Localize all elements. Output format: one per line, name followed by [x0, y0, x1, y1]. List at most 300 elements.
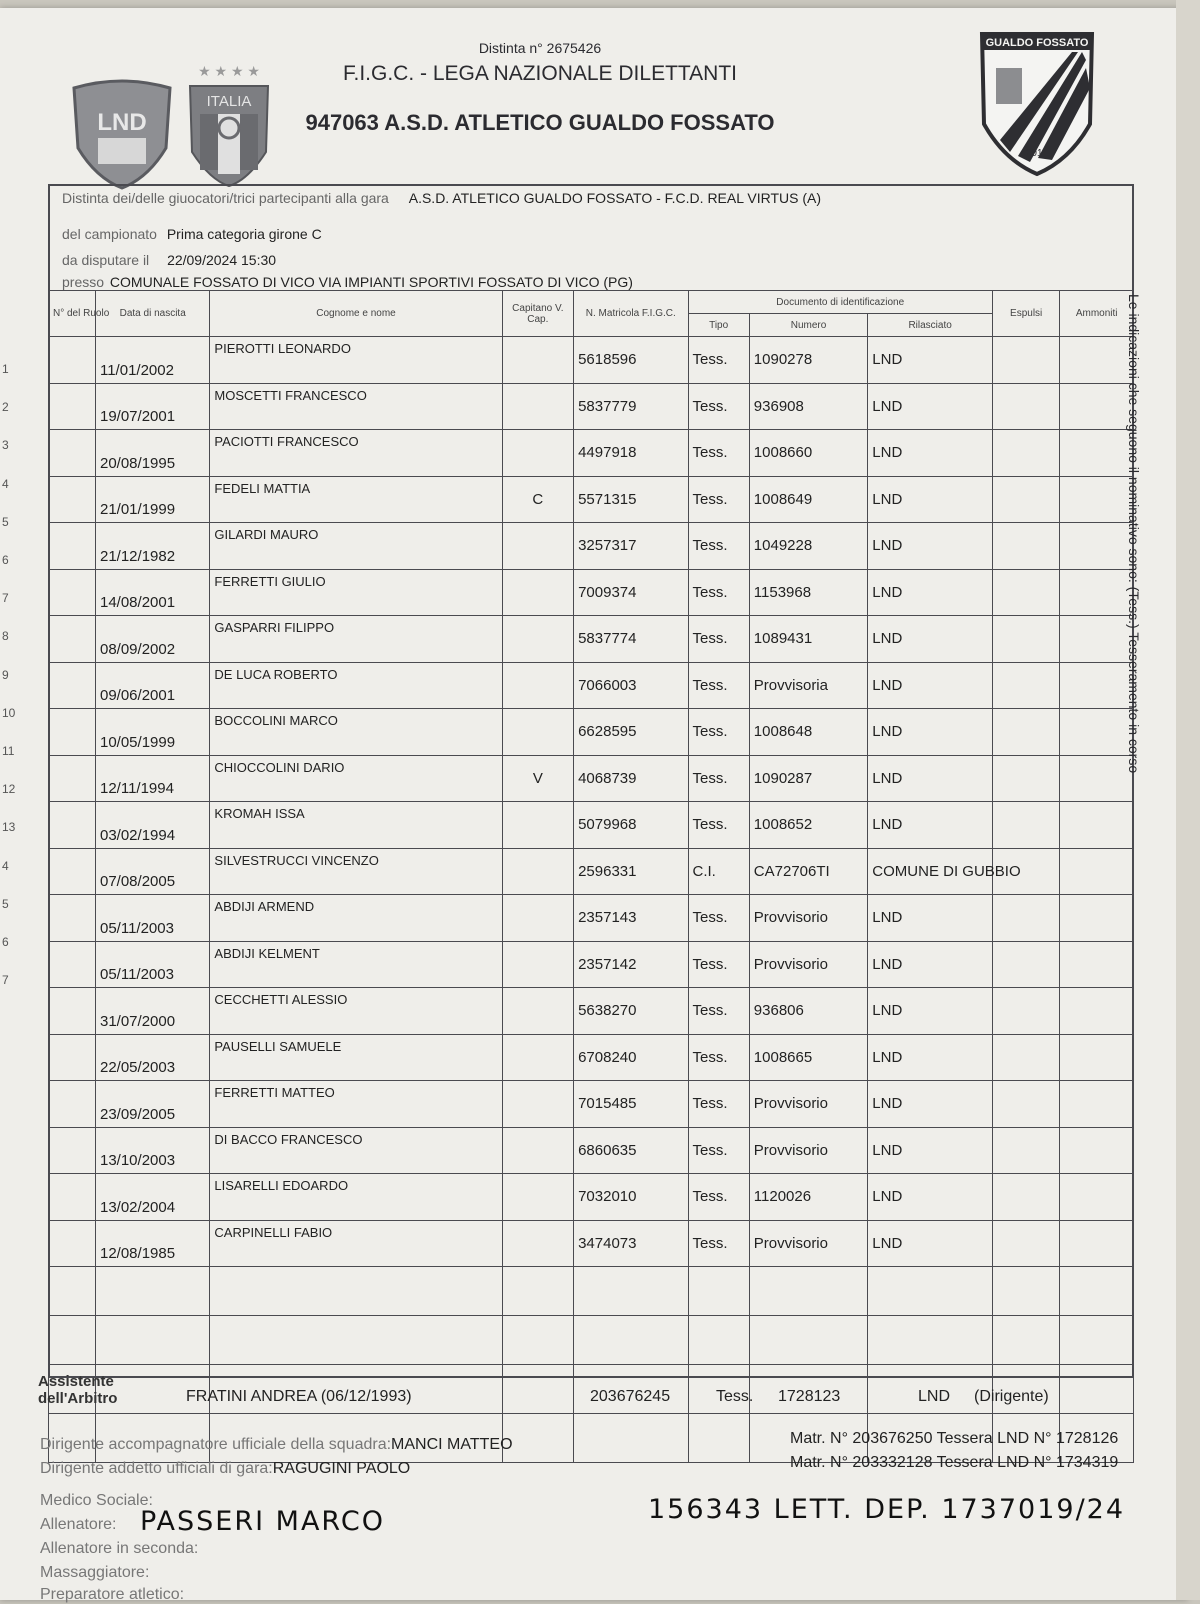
doc-number-cell: 1049228 — [749, 523, 868, 570]
staff-dirigente — [40, 1436, 513, 1454]
roster-table — [48, 290, 1134, 1463]
row-number: 4 — [2, 476, 9, 491]
birth-cell: 13/10/2003 — [95, 1127, 209, 1174]
doc-type-cell: Tess. — [688, 1081, 749, 1128]
name-cell: MOSCETTI FRANCESCO — [210, 383, 502, 430]
expelled-cell — [992, 709, 1059, 756]
matricola-cell: 7066003 — [574, 662, 688, 709]
row-number: 13 — [2, 820, 16, 835]
doc-type-cell: Tess. — [688, 476, 749, 523]
birth-cell: 11/01/2002 — [95, 337, 209, 384]
doc-type-cell: Tess. — [688, 523, 749, 570]
role-cell — [49, 430, 96, 477]
row-number: 8 — [2, 629, 9, 644]
header-number: Numero — [749, 314, 868, 337]
doc-number-cell: Provvisoria — [749, 662, 868, 709]
table-row — [49, 1127, 1134, 1174]
staff-massaggiatore — [40, 1564, 149, 1582]
row-number: 6 — [2, 553, 9, 567]
name-cell: DI BACCO FRANCESCO — [210, 1127, 502, 1174]
name-cell: ABDIJI KELMENT — [210, 941, 502, 988]
role-cell — [49, 1174, 96, 1221]
table-row — [49, 337, 1134, 384]
empty-cell — [868, 1316, 993, 1365]
header-document: Documento di identificazione — [688, 291, 992, 314]
header-matricola: N. Matricola F.I.G.C. — [574, 291, 688, 337]
role-cell — [49, 1081, 96, 1128]
doc-issued-cell: LND — [868, 1174, 993, 1221]
birth-cell: 14/08/2001 — [95, 569, 209, 616]
name-cell: GILARDI MAURO — [210, 523, 502, 570]
row-number: 4 — [2, 858, 9, 873]
matricola-cell: 3257317 — [574, 523, 688, 570]
doc-number-cell: 1008652 — [749, 802, 868, 849]
dirigente-matricola: Matr. N° 203676250 Tessera LND N° 1728126 — [790, 1430, 1119, 1447]
row-number: 2 — [2, 400, 9, 415]
doc-issued-cell: LND — [868, 755, 993, 802]
expelled-cell — [992, 1127, 1059, 1174]
expelled-cell — [992, 1081, 1059, 1128]
doc-issued-cell: LND — [868, 1034, 993, 1081]
header-issued: Rilasciato — [868, 314, 993, 337]
name-cell: PIEROTTI LEONARDO — [210, 337, 502, 384]
addetto-value: RAGUGINI PAOLO — [272, 1460, 411, 1477]
assistant-label — [38, 1374, 117, 1410]
seconda-label: Allenatore in seconda: — [40, 1540, 199, 1557]
name-cell: FERRETTI GIULIO — [210, 569, 502, 616]
birth-cell: 05/11/2003 — [95, 895, 209, 942]
doc-issued-cell: LND — [868, 988, 993, 1035]
name-cell: GASPARRI FILIPPO — [210, 616, 502, 663]
doc-issued-cell: LND — [868, 895, 993, 942]
doc-type-cell: Tess. — [688, 1174, 749, 1221]
paper-edge — [1176, 0, 1200, 1600]
captain-cell: C — [502, 476, 574, 523]
birth-cell: 31/07/2000 — [95, 988, 209, 1035]
doc-type-cell: Tess. — [688, 755, 749, 802]
warned-cell — [1060, 802, 1134, 849]
matricola-cell: 5837774 — [574, 616, 688, 663]
italia-logo-text: ITALIA — [206, 93, 252, 110]
header-warned: Ammoniti — [1060, 291, 1134, 337]
empty-table-row — [49, 1316, 1134, 1365]
birth-cell: 20/08/1995 — [95, 430, 209, 477]
row-number: 5 — [2, 514, 9, 529]
doc-number-cell: 1120026 — [749, 1174, 868, 1221]
doc-type-cell: Tess. — [688, 709, 749, 756]
table-row — [49, 569, 1134, 616]
captain-cell — [502, 430, 574, 477]
header-role: N° del Ruolo — [49, 291, 96, 337]
staff-preparatore — [40, 1586, 184, 1604]
table-row — [49, 1081, 1134, 1128]
venue-value: COMUNALE FOSSATO DI VICO VIA IMPIANTI SPORTIVI FOSSATO DI VICO (PG) — [109, 274, 633, 290]
matricola-cell: 2357142 — [574, 941, 688, 988]
expelled-cell — [992, 476, 1059, 523]
assistant-issued: LND — [918, 1388, 951, 1405]
expelled-cell — [992, 662, 1059, 709]
matricola-cell: 2596331 — [574, 848, 688, 895]
table-row — [49, 941, 1134, 988]
doc-issued-cell: LND — [868, 1081, 993, 1128]
club-logo — [978, 28, 1096, 178]
empty-cell — [502, 1414, 574, 1463]
expelled-cell — [992, 1034, 1059, 1081]
name-cell: LISARELLI EDOARDO — [210, 1174, 502, 1221]
matricola-cell: 4497918 — [574, 430, 688, 477]
matricola-cell: 6708240 — [574, 1034, 688, 1081]
birth-cell: 21/01/1999 — [95, 476, 209, 523]
role-cell — [49, 662, 96, 709]
doc-issued-cell: LND — [868, 941, 993, 988]
doc-number-cell: Provvisorio — [749, 941, 868, 988]
assistant-label-line2: dell'Arbitro — [38, 1390, 118, 1407]
empty-cell — [574, 1267, 688, 1316]
staff-seconda — [40, 1540, 198, 1558]
doc-number-cell: 1090287 — [749, 755, 868, 802]
warned-cell — [1060, 1220, 1134, 1267]
expelled-cell — [992, 755, 1059, 802]
empty-cell — [502, 1316, 574, 1365]
name-cell: SILVESTRUCCI VINCENZO — [210, 848, 502, 895]
name-cell: DE LUCA ROBERTO — [210, 662, 502, 709]
matricola-cell: 3474073 — [574, 1220, 688, 1267]
championship-label: del campionato — [62, 226, 157, 242]
staff-addetto — [40, 1460, 410, 1478]
empty-cell — [49, 1316, 96, 1365]
assistant-role: (Dirigente) — [974, 1388, 1049, 1405]
captain-cell — [502, 662, 574, 709]
role-cell — [49, 941, 96, 988]
captain-cell — [502, 1034, 574, 1081]
name-cell: PACIOTTI FRANCESCO — [210, 430, 502, 477]
doc-number-cell: Provvisorio — [749, 895, 868, 942]
side-note: Le indicazioni che seguono il nominativo sono: (Tess.) Tesseramento in corso — [1126, 294, 1142, 774]
doc-type-cell: Tess. — [688, 988, 749, 1035]
warned-cell — [1060, 1034, 1134, 1081]
role-cell — [49, 709, 96, 756]
role-cell — [49, 848, 96, 895]
empty-cell — [210, 1316, 502, 1365]
assistant-number: 1728123 — [778, 1388, 841, 1405]
doc-issued-cell: LND — [868, 430, 993, 477]
medico-label: Medico Sociale: — [40, 1492, 153, 1509]
doc-type-cell: Tess. — [688, 337, 749, 384]
assistant-row — [30, 1374, 1180, 1410]
captain-cell — [502, 895, 574, 942]
doc-issued-cell: LND — [868, 569, 993, 616]
role-cell — [49, 895, 96, 942]
date-label: da disputare il — [62, 252, 150, 268]
captain-cell — [502, 569, 574, 616]
captain-cell — [502, 1220, 574, 1267]
doc-type-cell: Tess. — [688, 662, 749, 709]
date-value: 22/09/2024 15:30 — [167, 252, 277, 268]
expelled-cell — [992, 895, 1059, 942]
table-row — [49, 383, 1134, 430]
name-cell: FEDELI MATTIA — [210, 476, 502, 523]
captain-cell — [502, 337, 574, 384]
birth-cell: 23/09/2005 — [95, 1081, 209, 1128]
dirigente-value: MANCI MATTEO — [391, 1436, 513, 1453]
header-captain: Capitano V. Cap. — [502, 291, 574, 337]
club-logo-text: GUALDO FOSSATO — [985, 37, 1089, 49]
table-row — [49, 662, 1134, 709]
name-cell: BOCCOLINI MARCO — [210, 709, 502, 756]
doc-type-cell: Tess. — [688, 1034, 749, 1081]
name-cell: PAUSELLI SAMUELE — [210, 1034, 502, 1081]
captain-cell — [502, 941, 574, 988]
dirigente-label: Dirigente accompagnatore ufficiale della squadra: — [40, 1436, 392, 1453]
role-cell — [49, 755, 96, 802]
doc-number-cell: 1090278 — [749, 337, 868, 384]
doc-issued-cell: LND — [868, 383, 993, 430]
table-row — [49, 523, 1134, 570]
allenatore-label: Allenatore: — [40, 1516, 117, 1533]
empty-cell — [749, 1267, 868, 1316]
matricola-cell: 5837779 — [574, 383, 688, 430]
doc-issued-cell: LND — [868, 802, 993, 849]
match-value: A.S.D. ATLETICO GUALDO FOSSATO - F.C.D. REAL VIRTUS (A) — [408, 190, 822, 206]
birth-cell: 12/08/1985 — [95, 1220, 209, 1267]
captain-cell — [502, 523, 574, 570]
empty-cell — [688, 1267, 749, 1316]
name-cell: CECCHETTI ALESSIO — [210, 988, 502, 1035]
row-number: 10 — [2, 705, 16, 720]
assistant-type: Tess. — [716, 1388, 754, 1405]
allenatore-handwritten-note: 156343 LETT. DEP. 1737019/24 — [648, 1494, 1126, 1525]
header-birth: Data di nascita — [95, 291, 209, 337]
empty-cell — [49, 1267, 96, 1316]
birth-cell: 10/05/1999 — [95, 709, 209, 756]
doc-issued-cell: LND — [868, 476, 993, 523]
warned-cell — [1060, 895, 1134, 942]
allenatore-handwritten: PASSERI MARCO — [140, 1506, 385, 1537]
table-row — [49, 616, 1134, 663]
birth-cell: 05/11/2003 — [95, 941, 209, 988]
championship-value: Prima categoria girone C — [166, 226, 322, 242]
birth-cell: 03/02/1994 — [95, 802, 209, 849]
doc-type-cell: C.I. — [688, 848, 749, 895]
doc-number-cell: Provvisorio — [749, 1127, 868, 1174]
matricola-cell: 5638270 — [574, 988, 688, 1035]
doc-type-cell: Tess. — [688, 430, 749, 477]
doc-number-cell: 936908 — [749, 383, 868, 430]
empty-cell — [688, 1414, 749, 1463]
header-type: Tipo — [688, 314, 749, 337]
empty-cell — [210, 1267, 502, 1316]
row-number: 1 — [2, 362, 9, 376]
staff-allenatore — [40, 1516, 117, 1534]
captain-cell — [502, 1081, 574, 1128]
warned-cell — [1060, 1081, 1134, 1128]
warned-cell — [1060, 941, 1134, 988]
role-cell — [49, 1127, 96, 1174]
doc-number-cell: 1008660 — [749, 430, 868, 477]
expelled-cell — [992, 988, 1059, 1035]
doc-type-cell: Tess. — [688, 941, 749, 988]
birth-cell: 08/09/2002 — [95, 616, 209, 663]
header-expelled: Espulsi — [992, 291, 1059, 337]
table-row — [49, 1220, 1134, 1267]
captain-cell — [502, 616, 574, 663]
role-cell — [49, 337, 96, 384]
doc-issued-cell: LND — [868, 1127, 993, 1174]
row-number: 7 — [2, 591, 9, 606]
matricola-cell: 4068739 — [574, 755, 688, 802]
empty-cell — [688, 1316, 749, 1365]
table-row — [49, 476, 1134, 523]
doc-issued-cell: COMUNE DI GUBBIO — [868, 848, 993, 895]
empty-cell — [95, 1316, 209, 1365]
captain-cell — [502, 802, 574, 849]
empty-cell — [1060, 1316, 1134, 1365]
captain-cell: V — [502, 755, 574, 802]
distinta-number: Distinta n° 2675426 — [478, 40, 602, 56]
role-cell — [49, 802, 96, 849]
table-row — [49, 1174, 1134, 1221]
birth-cell: 21/12/1982 — [95, 523, 209, 570]
venue-label: presso — [62, 274, 105, 290]
expelled-cell — [992, 569, 1059, 616]
table-row — [49, 988, 1134, 1035]
doc-type-cell: Tess. — [688, 1220, 749, 1267]
preparatore-label: Preparatore atletico: — [40, 1586, 185, 1603]
table-row — [49, 755, 1134, 802]
lnd-logo — [68, 78, 176, 190]
empty-cell — [95, 1267, 209, 1316]
role-cell — [49, 523, 96, 570]
empty-cell — [992, 1267, 1059, 1316]
matricola-cell: 5618596 — [574, 337, 688, 384]
doc-number-cell: 1008649 — [749, 476, 868, 523]
doc-number-cell: 936806 — [749, 988, 868, 1035]
doc-number-cell: 1153968 — [749, 569, 868, 616]
expelled-cell — [992, 1174, 1059, 1221]
expelled-cell — [992, 430, 1059, 477]
svg-text:★ ★ ★ ★: ★ ★ ★ ★ — [198, 63, 260, 79]
doc-type-cell: Tess. — [688, 616, 749, 663]
expelled-cell — [992, 1220, 1059, 1267]
doc-issued-cell: LND — [868, 1220, 993, 1267]
name-cell: ABDIJI ARMEND — [210, 895, 502, 942]
role-cell — [49, 383, 96, 430]
doc-number-cell: 1008648 — [749, 709, 868, 756]
warned-cell — [1060, 1174, 1134, 1221]
birth-cell: 13/02/2004 — [95, 1174, 209, 1221]
role-cell — [49, 1220, 96, 1267]
doc-issued-cell: LND — [868, 523, 993, 570]
role-cell — [49, 569, 96, 616]
expelled-cell — [992, 616, 1059, 663]
row-number: 12 — [2, 782, 16, 797]
birth-cell: 12/11/1994 — [95, 755, 209, 802]
name-cell: CARPINELLI FABIO — [210, 1220, 502, 1267]
table-header-row — [49, 291, 1134, 314]
table-row — [49, 848, 1134, 895]
championship-line — [62, 226, 322, 242]
doc-number-cell: Provvisorio — [749, 1220, 868, 1267]
doc-number-cell: 1008665 — [749, 1034, 868, 1081]
organization-title: F.I.G.C. - LEGA NAZIONALE DILETTANTI — [342, 62, 738, 85]
row-number: 9 — [2, 667, 9, 682]
doc-number-cell: CA72706TI — [749, 848, 868, 895]
venue-line — [62, 274, 633, 290]
row-number: 6 — [2, 935, 9, 949]
doc-issued-cell: LND — [868, 337, 993, 384]
massaggiatore-label: Massaggiatore: — [40, 1564, 150, 1581]
doc-type-cell: Tess. — [688, 895, 749, 942]
role-cell — [49, 988, 96, 1035]
role-cell — [49, 616, 96, 663]
matricola-cell: 7032010 — [574, 1174, 688, 1221]
empty-cell — [749, 1316, 868, 1365]
doc-issued-cell: LND — [868, 616, 993, 663]
row-number: 7 — [2, 973, 9, 988]
table-row — [49, 895, 1134, 942]
birth-cell: 22/05/2003 — [95, 1034, 209, 1081]
name-cell: FERRETTI MATTEO — [210, 1081, 502, 1128]
table-row — [49, 709, 1134, 756]
table-row — [49, 802, 1134, 849]
captain-cell — [502, 988, 574, 1035]
matricola-cell: 6628595 — [574, 709, 688, 756]
row-number: 3 — [2, 438, 9, 453]
row-number: 5 — [2, 896, 9, 911]
empty-cell — [574, 1316, 688, 1365]
birth-cell: 07/08/2005 — [95, 848, 209, 895]
matricola-cell: 5079968 — [574, 802, 688, 849]
warned-cell — [1060, 848, 1134, 895]
empty-cell — [992, 1316, 1059, 1365]
assistant-label-line1: Assistente — [38, 1373, 114, 1390]
name-cell: KROMAH ISSA — [210, 802, 502, 849]
table-row — [49, 1034, 1134, 1081]
matricola-cell: 6860635 — [574, 1127, 688, 1174]
assistant-name: FRATINI ANDREA (06/12/1993) — [186, 1388, 412, 1405]
empty-cell — [502, 1267, 574, 1316]
matricola-cell: 2357143 — [574, 895, 688, 942]
empty-table-row — [49, 1267, 1134, 1316]
header-name: Cognome e nome — [210, 291, 502, 337]
birth-cell: 09/06/2001 — [95, 662, 209, 709]
captain-cell — [502, 1174, 574, 1221]
name-cell: CHIOCCOLINI DARIO — [210, 755, 502, 802]
doc-type-cell: Tess. — [688, 569, 749, 616]
doc-type-cell: Tess. — [688, 1127, 749, 1174]
expelled-cell — [992, 941, 1059, 988]
captain-cell — [502, 383, 574, 430]
doc-type-cell: Tess. — [688, 802, 749, 849]
expelled-cell — [992, 523, 1059, 570]
role-cell — [49, 1034, 96, 1081]
captain-cell — [502, 709, 574, 756]
expelled-cell — [992, 383, 1059, 430]
doc-number-cell: 1089431 — [749, 616, 868, 663]
assistant-matricola: 203676245 — [590, 1388, 671, 1405]
addetto-label: Dirigente addetto ufficiali di gara: — [40, 1460, 273, 1477]
doc-issued-cell: LND — [868, 709, 993, 756]
staff-medico — [40, 1492, 153, 1510]
empty-cell — [868, 1267, 993, 1316]
captain-cell — [502, 848, 574, 895]
date-line — [62, 252, 276, 268]
doc-issued-cell: LND — [868, 662, 993, 709]
matricola-cell: 7015485 — [574, 1081, 688, 1128]
club-title: 947063 A.S.D. ATLETICO GUALDO FOSSATO — [305, 110, 775, 135]
table-row — [49, 430, 1134, 477]
expelled-cell — [992, 337, 1059, 384]
